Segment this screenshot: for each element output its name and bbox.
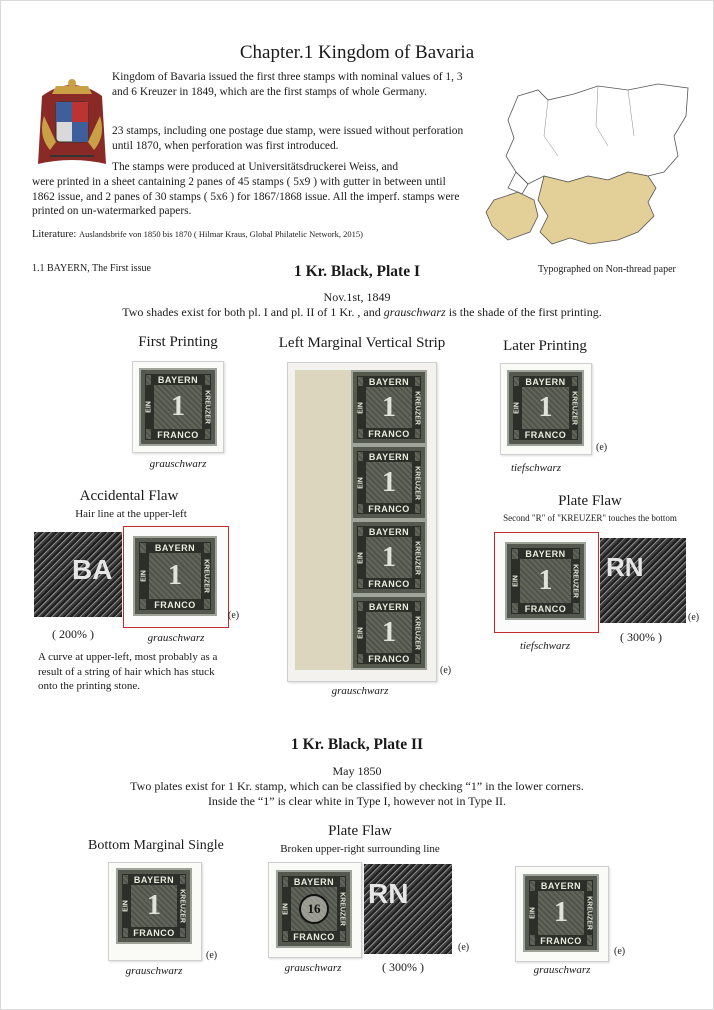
- strip-stamp-2: [351, 445, 427, 520]
- paper-note: Typographed on Non-thread paper: [538, 264, 676, 275]
- bottom-single-shade: grauschwarz: [125, 965, 183, 977]
- section-label: 1.1 BAYERN, The First issue: [32, 263, 151, 274]
- stamp-left-text: EIN: [513, 402, 521, 414]
- plate2-flaw-cert: (e): [458, 942, 470, 953]
- stamp-numeral: 1: [382, 541, 396, 573]
- accidental-cert: (e): [228, 610, 240, 621]
- accidental-flaw-enlargement: [34, 532, 122, 617]
- plate2-flaw-caption: Plate Flaw: [328, 823, 392, 839]
- later-cert: (e): [596, 442, 608, 453]
- bottom-single-stamp: [116, 868, 192, 944]
- first-printing-caption: First Printing: [138, 334, 218, 350]
- plate-flaw-stamp: [505, 542, 586, 620]
- plate-flaw-sub: Second "R" of "KREUZER" touches the bottom: [503, 513, 677, 523]
- map-of-germany: [478, 76, 690, 252]
- intro-paragraph-3a: The stamps were produced at Universitätsdruckerei Weiss, and: [112, 161, 399, 173]
- stamp-numeral: 1: [554, 897, 568, 928]
- stamp-numeral: 1: [382, 616, 396, 648]
- strip-stamp-3: [351, 520, 427, 595]
- accidental-flaw-sub: Hair line at the upper-left: [75, 508, 187, 520]
- stamp-right-text: KREUZER: [202, 559, 210, 593]
- right-single-cert: (e): [614, 946, 626, 957]
- stamp-numeral: 1: [168, 560, 182, 591]
- stamp-top-text: BAYERN: [363, 526, 415, 537]
- stamp-bottom-text: FRANCO: [363, 503, 415, 514]
- stamp-left-text: EIN: [529, 907, 537, 919]
- plate-flaw-enlargement: [600, 538, 686, 623]
- stamp-right-text: KREUZER: [413, 465, 421, 500]
- stamp-numeral: 1: [538, 565, 553, 596]
- stamp-top-text: BAYERN: [518, 548, 573, 559]
- plate2-description-1: Two plates exist for 1 Kr. stamp, which can be classified by checking “1” in the lower corners.: [130, 779, 584, 793]
- stamp-left-text: EIN: [122, 900, 130, 912]
- later-printing-stamp: [507, 370, 584, 446]
- stamp-bottom-text: FRANCO: [288, 931, 340, 942]
- plate1-desc-b: is the shade of the first printing.: [448, 305, 602, 319]
- page-title: Chapter.1 Kingdom of Bavaria: [239, 42, 475, 63]
- stamp-top-text: BAYERN: [519, 376, 572, 387]
- stamp-bottom-text: FRANCO: [535, 935, 587, 946]
- stamp-right-text: KREUZER: [413, 540, 421, 575]
- accidental-flaw-stamp: [133, 536, 217, 616]
- plate1-desc-a: Two shades exist for both pl. I and pl. II of 1 Kr. , and: [122, 305, 381, 319]
- accidental-zoom: ( 200% ): [52, 627, 94, 641]
- plate2-description-2: Inside the “1” is clear white in Type I, however not in Type II.: [207, 794, 507, 808]
- plate-flaw-zoom: ( 300% ): [620, 630, 662, 644]
- stamp-bottom-text: FRANCO: [363, 428, 415, 439]
- literature-label: Literature:: [32, 229, 77, 240]
- plate2-flaw-stamp: [276, 870, 352, 948]
- right-single-shade: grauschwarz: [533, 964, 591, 976]
- plate2-flaw-sub: Broken upper-right surrounding line: [280, 843, 440, 855]
- stamp-top-text: BAYERN: [535, 880, 587, 891]
- stamp-left-text: EIN: [357, 551, 365, 564]
- stamp-left-text: EIN: [140, 570, 148, 582]
- stamp-right-text: KREUZER: [571, 564, 579, 598]
- stamp-bottom-text: FRANCO: [519, 429, 572, 440]
- strip-stamp-4: [351, 595, 427, 670]
- stamp-bottom-text: FRANCO: [363, 578, 415, 589]
- stamp-numeral: 1: [538, 392, 553, 423]
- strip-margin: [295, 370, 351, 670]
- plate1-date: Nov.1st, 1849: [323, 290, 391, 304]
- stamp-numeral: 1: [171, 391, 185, 422]
- stamp-right-text: KREUZER: [178, 889, 186, 923]
- stamp-left-text: EIN: [357, 401, 365, 414]
- plate-flaw-shade: tiefschwarz: [519, 640, 571, 652]
- plate2-date: May 1850: [332, 764, 382, 778]
- enlargement-text: BA: [72, 554, 113, 585]
- bottom-single-caption: Bottom Marginal Single: [88, 838, 224, 853]
- stamp-right-text: KREUZER: [203, 390, 211, 424]
- accidental-flaw-caption: Accidental Flaw: [79, 488, 179, 504]
- stamp-right-text: KREUZER: [413, 615, 421, 650]
- stamp-left-text: EIN: [357, 626, 365, 639]
- stamp-numeral: 1: [382, 466, 396, 498]
- stamp-right-text: KREUZER: [413, 390, 421, 425]
- stamp-top-text: BAYERN: [151, 374, 204, 385]
- stamp-top-text: BAYERN: [288, 876, 340, 887]
- cancel-mark: [278, 888, 350, 929]
- strip-shade: grauschwarz: [331, 685, 389, 697]
- plate2-heading: 1 Kr. Black, Plate II: [290, 736, 424, 753]
- strip-caption: Left Marginal Vertical Strip: [278, 335, 446, 351]
- first-printing-shade: grauschwarz: [149, 458, 207, 470]
- intro-paragraph-2: 23 stamps, including one postage due stamp, were issued without perforation until 1870, when perforation was first introduced.: [112, 125, 464, 152]
- literature-text: Auslandsbrife von 1850 bis 1870 ( Hilmar Kraus, Global Philatelic Network, 2015): [78, 229, 363, 239]
- stamp-top-text: BAYERN: [146, 542, 204, 553]
- stamp-top-text: BAYERN: [363, 451, 415, 462]
- stamp-numeral: 1: [147, 890, 161, 921]
- plate1-heading: 1 Kr. Black, Plate I: [293, 263, 420, 280]
- intro-paragraph-3b: were printed in a sheet cantaining 2 panes of 45 stamps ( 5x9 ) with gutter in between until 1862 issue, and 2 panes of 30 stamps ( 5x6 ) for 1867/1868 issue. All the imperf. stamps were printed on un-watermarked papers.: [32, 176, 460, 217]
- literature-line: [32, 229, 363, 240]
- stamp-bottom-text: FRANCO: [518, 603, 573, 614]
- right-single-stamp: [523, 874, 599, 952]
- stamp-right-text: KREUZER: [570, 391, 578, 425]
- plate-flaw-caption: Plate Flaw: [558, 493, 622, 509]
- later-printing-caption: Later Printing: [503, 338, 587, 354]
- stamp-right-text: KREUZER: [585, 896, 593, 930]
- stamp-bottom-text: FRANCO: [151, 429, 204, 440]
- stamp-top-text: BAYERN: [363, 601, 415, 612]
- stamp-numeral: 1: [382, 391, 396, 423]
- coat-of-arms-image: [36, 76, 108, 172]
- stamp-left-text: EIN: [145, 401, 153, 413]
- accidental-note: A curve at upper-left, most probably as a result of a string of hair which has stuck onto the printing stone.: [38, 651, 218, 692]
- accidental-shade: grauschwarz: [147, 632, 205, 644]
- bavaria-region: [538, 172, 656, 244]
- stamp-right-text: KREUZER: [338, 892, 346, 926]
- enlargement-text: RN: [606, 552, 644, 582]
- plate2-flaw-enlargement: [364, 864, 452, 954]
- plate1-desc-shade: grauschwarz: [383, 305, 446, 319]
- first-printing-stamp: [139, 368, 217, 446]
- stamp-top-text: BAYERN: [128, 874, 180, 885]
- stamp-bottom-text: FRANCO: [128, 927, 180, 938]
- stamp-bottom-text: FRANCO: [363, 653, 415, 664]
- bottom-single-cert: (e): [206, 950, 218, 961]
- strip-cert: (e): [440, 665, 452, 676]
- cancel-number: 16: [299, 894, 329, 924]
- stamp-left-text: EIN: [512, 575, 520, 587]
- stamp-bottom-text: FRANCO: [146, 599, 204, 610]
- plate1-description: [0, 305, 714, 320]
- enlargement-text: RN: [368, 878, 409, 909]
- stamp-left-text: EIN: [357, 476, 365, 489]
- stamp-left-text: EIN: [282, 903, 290, 915]
- strip-stamp-1: [351, 370, 427, 445]
- later-printing-shade: tiefschwarz: [510, 462, 562, 474]
- plate2-flaw-shade: grauschwarz: [284, 962, 342, 974]
- plate2-flaw-zoom: ( 300% ): [382, 960, 424, 974]
- plate-flaw-cert: (e): [688, 612, 700, 623]
- intro-paragraph-1: Kingdom of Bavaria issued the first three stamps with nominal values of 1, 3 and 6 Kreuzer in 1849, which are the first stamps of whole Germany.: [112, 71, 463, 98]
- stamp-top-text: BAYERN: [363, 376, 415, 387]
